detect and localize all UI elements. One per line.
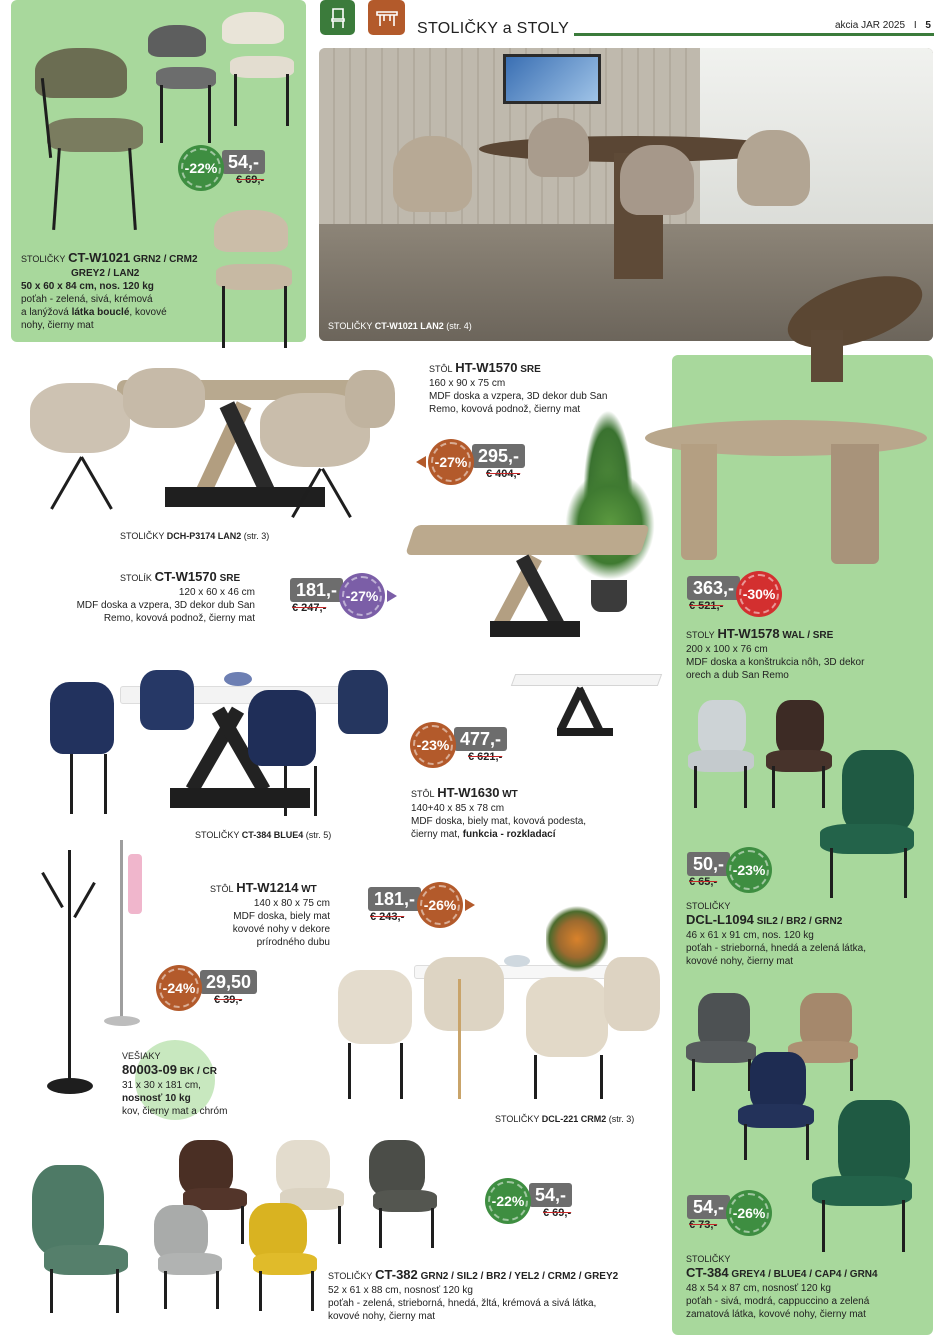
product-dims: 52 x 61 x 88 cm, nosnosť 120 kg: [328, 1285, 473, 1296]
product-variant: WAL / SRE: [782, 630, 834, 641]
product-desc-1: poťah - sivá, modrá, cappuccino a zelená: [686, 1296, 870, 1307]
product-desc-2b: funkcia - rozkladací: [462, 829, 556, 840]
product-code: CT-384: [686, 1265, 729, 1280]
product-dims: 140 x 80 x 75 cm: [253, 898, 330, 909]
old-price: € 247,-: [292, 602, 327, 614]
old-price: € 69,-: [236, 174, 265, 186]
product-desc-1: MDF doska a vzpera, 3D dekor dub San: [429, 391, 608, 402]
chair-green-image: [820, 750, 920, 900]
product-dims-1: 31 x 30 x 181 cm,: [122, 1080, 201, 1091]
caption-ct-384-blue4: [195, 830, 331, 840]
product-desc-2: Remo, kovová podnož, čierny mat: [429, 404, 581, 415]
product-code: HT-W1214: [236, 880, 299, 895]
discount-badge: -22%: [178, 145, 224, 191]
product-dims: 46 x 61 x 91 cm, nos. 120 kg: [686, 930, 814, 941]
photo-caption-prefix: STOLIČKY: [328, 321, 373, 331]
header-rule: [574, 33, 934, 36]
product-variant: SIL2 / BR2 / GRN2: [756, 916, 843, 927]
product-desc-3: nohy, čierny mat: [21, 320, 94, 331]
product-desc-1: MDF doska a vzpera, 3D dekor dub San: [76, 600, 255, 611]
price-tag-ct-384: [687, 1190, 772, 1236]
coat-rack-black-image: [45, 850, 95, 1100]
product-code: HT-W1630: [437, 785, 500, 800]
caption-code: DCH-P3174 LAN2: [166, 531, 242, 541]
product-code: CT-382: [375, 1267, 418, 1282]
product-prefix: STOLÍK: [120, 573, 152, 583]
chair-382-silver-image: [150, 1205, 225, 1310]
product-info-ct-w1570: [50, 570, 255, 625]
price-tag-ht-w1570: [416, 439, 525, 485]
discount-badge: -23%: [410, 722, 456, 768]
caption-dch-p3174: [120, 531, 269, 541]
price-tag-ct-w1570: [290, 573, 397, 619]
product-dims: 140+40 x 85 x 78 cm: [411, 803, 505, 814]
photo-caption-code: CT-W1021 LAN2: [374, 321, 444, 331]
chair-382-grey-image: [365, 1140, 440, 1250]
product-variant: GREY4 / BLUE4 / CAP4 / GRN4: [731, 1269, 878, 1280]
product-desc-2a: a lanýžová: [21, 307, 69, 318]
caption-ref: (str. 3): [243, 531, 270, 541]
product-dims: 48 x 54 x 87 cm, nosnosť 120 kg: [686, 1283, 831, 1294]
caption-ref: (str. 5): [305, 830, 332, 840]
extendable-table-image: [513, 670, 660, 740]
product-desc-1: MDF doska, biely mat: [233, 911, 330, 922]
old-price: € 521,-: [689, 600, 724, 612]
table-icon: [368, 0, 405, 35]
old-price: € 243,-: [370, 911, 405, 923]
photo-caption-ref: (str. 4): [446, 321, 472, 331]
product-desc-1: poťah - zelená, strieborná, hnedá, žltá, krémová a sivá látka,: [328, 1298, 597, 1309]
price: 181,-: [368, 887, 421, 911]
product-desc-1: MDF doska, biely mat, kovová podesta,: [411, 816, 587, 827]
chair-silver-image: [688, 700, 758, 810]
bench-image: [785, 282, 925, 402]
old-price: € 73,-: [689, 1219, 718, 1231]
product-desc-1: kov, čierny mat a chróm: [122, 1106, 228, 1117]
product-prefix: STOLIČKY: [21, 254, 66, 264]
product-variant: BK / CR: [179, 1066, 217, 1077]
discount-badge: -24%: [156, 965, 202, 1011]
product-variant: WT: [502, 789, 518, 800]
product-desc-1: poťah - zelená, sivá, krémová: [21, 294, 153, 305]
chair-olive-image: [35, 48, 145, 233]
price: 54,-: [222, 150, 265, 174]
caption-prefix: STOLIČKY: [495, 1114, 540, 1124]
page-title: STOLIČKY a STOLY: [417, 20, 570, 37]
product-dims: 50 x 60 x 84 cm, nos. 120 kg: [21, 281, 154, 292]
caption-code: CT-384 BLUE4: [241, 830, 304, 840]
price-tag-ct-w1021: [178, 145, 265, 191]
product-prefix: STOLIČKY: [686, 1254, 731, 1264]
product-prefix: STÔL: [429, 364, 453, 374]
old-price: € 39,-: [214, 994, 243, 1006]
product-prefix: STOLIČKY: [328, 1271, 373, 1281]
product-variant: SRE: [520, 364, 541, 375]
old-price: € 404,-: [486, 468, 521, 480]
caption-ref: (str. 3): [608, 1114, 635, 1124]
price: 477,-: [454, 727, 507, 751]
product-desc-1: MDF doska a konštrukcia nôh, 3D dekor: [686, 657, 865, 668]
product-prefix: VEŠIAKY: [122, 1051, 161, 1061]
product-code: CT-W1021: [68, 250, 131, 265]
product-variants-2: GREY2 / LAN2: [71, 268, 140, 279]
discount-badge: -27%: [428, 439, 474, 485]
price-tag-ct-382: [485, 1178, 572, 1224]
header-separator: I: [913, 20, 917, 31]
caption-prefix: STOLIČKY: [195, 830, 240, 840]
dining-set-blue-image: [48, 668, 388, 818]
product-dims: 160 x 90 x 75 cm: [429, 378, 506, 389]
product-variants: GRN2 / CRM2: [133, 254, 198, 265]
product-code: HT-W1570: [455, 360, 518, 375]
discount-badge: -27%: [339, 573, 385, 619]
price: 363,-: [687, 576, 740, 600]
product-info-ct-w1021: [21, 251, 231, 332]
product-desc-2a: čierny mat,: [411, 829, 460, 840]
product-desc-2: orech a dub San Remo: [686, 670, 789, 681]
product-desc-2: Remo, kovová podnož, čierny mat: [103, 613, 255, 624]
product-desc-2: zamatová látka, kovové nohy, čierny mat: [686, 1309, 866, 1320]
product-info-ct-384: [686, 1253, 931, 1321]
product-code: CT-W1570: [154, 569, 217, 584]
product-dims: 120 x 60 x 46 cm: [178, 587, 255, 598]
product-dims-2: nosnosť 10 kg: [122, 1093, 191, 1104]
product-variant: WT: [301, 884, 317, 895]
chair-382-yellow-image: [245, 1203, 320, 1313]
product-desc-2: kovové nohy, čierny mat: [328, 1311, 436, 1322]
price: 54,-: [529, 1183, 572, 1207]
product-info-ht-w1630: [411, 786, 651, 841]
product-info-ct-382: [328, 1268, 668, 1323]
page-number: 5: [925, 20, 931, 31]
chair-382-green-image: [28, 1165, 128, 1315]
price: 54,-: [687, 1195, 730, 1219]
product-code: 80003-09: [122, 1062, 177, 1077]
coat-rack-chrome-image: [100, 840, 145, 1030]
chair-grey-image: [148, 25, 218, 145]
price-tag-vesiak: [156, 965, 257, 1011]
product-info-ht-w1578: [686, 627, 926, 682]
product-info-vesiak: [122, 1050, 272, 1118]
product-desc-2b: látka bouclé: [71, 307, 130, 318]
product-desc-1: poťah - strieborná, hnedá a zelená látka,: [686, 943, 866, 954]
discount-badge: -26%: [417, 882, 463, 928]
product-prefix: STÔL: [210, 884, 234, 894]
product-desc-2c: , kovové: [129, 307, 167, 318]
dining-set-cream-image: [338, 905, 660, 1105]
product-code: HT-W1578: [717, 626, 780, 641]
discount-badge: -22%: [485, 1178, 531, 1224]
discount-badge: -26%: [726, 1190, 772, 1236]
product-desc-2: kovové nohy, čierny mat: [686, 956, 794, 967]
price-tag-dcl-l1094: [687, 847, 772, 893]
product-desc-3: prírodného dubu: [256, 937, 330, 948]
coffee-table-image: [410, 525, 645, 640]
caption-code: DCL-221 CRM2: [541, 1114, 607, 1124]
chair-cream-image: [222, 12, 297, 127]
dining-set-dch-image: [25, 365, 405, 525]
price: 181,-: [290, 578, 343, 602]
product-dims: 200 x 100 x 76 cm: [686, 644, 768, 655]
product-prefix: STÔL: [411, 789, 435, 799]
product-info-ht-w1214: [190, 881, 330, 949]
product-code: DCL-L1094: [686, 912, 754, 927]
old-price: € 69,-: [543, 1207, 572, 1219]
price: 295,-: [472, 444, 525, 468]
product-variant: GRN2 / SIL2 / BR2 / YEL2 / CRM2 / GREY2: [420, 1271, 619, 1282]
discount-badge: -30%: [736, 571, 782, 617]
product-desc-2: kovové nohy v dekore: [232, 924, 330, 935]
price: 50,-: [687, 852, 730, 876]
chair-384-green-image: [812, 1100, 917, 1255]
promo-text: akcia JAR 2025: [835, 20, 906, 31]
product-prefix: STOLY: [686, 630, 715, 640]
product-variant: SRE: [219, 573, 241, 584]
caption-prefix: STOLIČKY: [120, 531, 165, 541]
product-info-ht-w1570: [429, 361, 659, 416]
product-prefix: STOLIČKY: [686, 901, 731, 911]
oval-table-image: [645, 420, 927, 570]
photo-caption: [328, 321, 472, 331]
chair-icon: [320, 0, 355, 35]
price-tag-ht-w1630: [410, 722, 507, 768]
chair-384-blue-image: [738, 1052, 818, 1162]
product-info-dcl-l1094: [686, 900, 926, 968]
caption-dcl-221: [495, 1114, 634, 1124]
price: 29,50: [200, 970, 257, 994]
promo-label: [835, 20, 931, 31]
discount-badge: -23%: [726, 847, 772, 893]
old-price: € 65,-: [689, 876, 718, 888]
old-price: € 621,-: [468, 751, 503, 763]
price-tag-ht-w1578: [687, 571, 782, 617]
